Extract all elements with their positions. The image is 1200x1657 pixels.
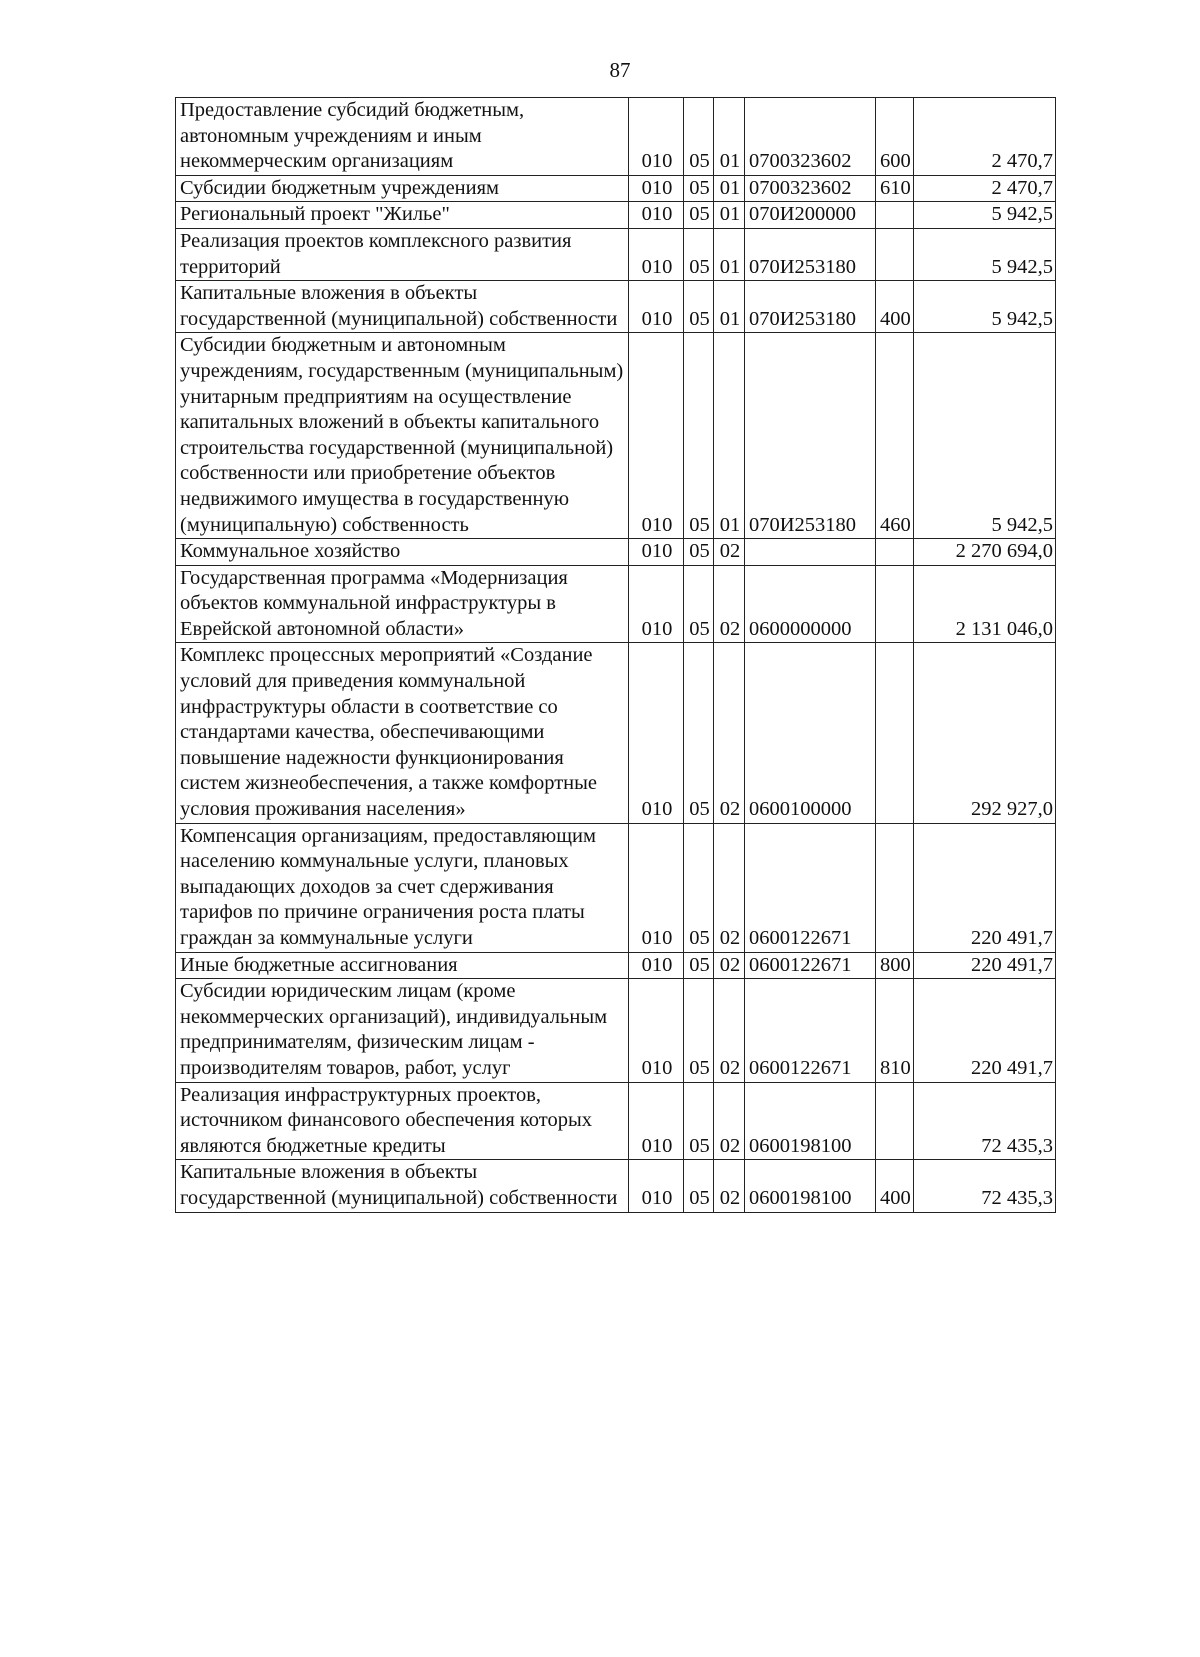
item-name-cell: Предоставление субсидий бюджетным, автономным учреждениям и иным некоммерческим организациям [176, 98, 629, 176]
section-code-cell: 05 [684, 643, 714, 823]
subsection-code-cell: 02 [714, 539, 745, 566]
grbs-code-cell: 010 [629, 643, 684, 823]
budget-table [175, 97, 1056, 1213]
grbs-code-cell: 010 [629, 1160, 684, 1212]
amount-cell: 220 491,7 [914, 823, 1056, 952]
item-name-cell: Субсидии бюджетным и автономным учреждениям, государственным (муниципальным) унитарным предприятиям на осуществление капитальных вложений в объекты капитального строительства государственной (муниципальной) собственности или приобретение объектов недвижимого имущества в государственную (муниципальную) собственность [176, 333, 629, 539]
item-name-cell: Субсидии бюджетным учреждениям [176, 175, 629, 202]
grbs-code-cell: 010 [629, 565, 684, 643]
table-row [176, 952, 1056, 979]
item-name-cell: Государственная программа «Модернизация объектов коммунальной инфраструктуры в Еврейской автономной области» [176, 565, 629, 643]
section-code-cell: 05 [684, 281, 714, 333]
target-article-code-cell [745, 539, 876, 566]
item-name-cell: Компенсация организациям, предоставляющим населению коммунальные услуги, плановых выпадающих доходов за счет сдерживания тарифов по причине ограничения роста платы граждан за коммунальные услуги [176, 823, 629, 952]
amount-cell: 220 491,7 [914, 979, 1056, 1082]
item-name-cell: Комплекс процессных мероприятий «Создание условий для приведения коммунальной инфраструктуры области в соответствие со стандартами качества, обеспечивающими повышение надежности функционирования систем жизнеобеспечения, а также комфортные условия проживания населения» [176, 643, 629, 823]
table-row [176, 1082, 1056, 1160]
expense-type-code-cell [876, 1082, 914, 1160]
item-name-cell: Капитальные вложения в объекты государственной (муниципальной) собственности [176, 281, 629, 333]
target-article-code-cell: 0600122671 [745, 823, 876, 952]
section-code-cell: 05 [684, 1082, 714, 1160]
grbs-code-cell: 010 [629, 823, 684, 952]
section-code-cell: 05 [684, 202, 714, 229]
section-code-cell: 05 [684, 979, 714, 1082]
subsection-code-cell: 01 [714, 175, 745, 202]
expense-type-code-cell: 400 [876, 1160, 914, 1212]
expense-type-code-cell: 400 [876, 281, 914, 333]
subsection-code-cell: 02 [714, 1082, 745, 1160]
target-article-code-cell: 0700323602 [745, 98, 876, 176]
grbs-code-cell: 010 [629, 333, 684, 539]
target-article-code-cell: 0600000000 [745, 565, 876, 643]
amount-cell: 5 942,5 [914, 202, 1056, 229]
item-name-cell: Иные бюджетные ассигнования [176, 952, 629, 979]
grbs-code-cell: 010 [629, 281, 684, 333]
table-row [176, 539, 1056, 566]
page-number: 87 [609, 58, 631, 82]
amount-cell: 72 435,3 [914, 1082, 1056, 1160]
amount-cell: 5 942,5 [914, 228, 1056, 280]
item-name-cell: Реализация проектов комплексного развития территорий [176, 228, 629, 280]
item-name-cell: Субсидии юридическим лицам (кроме некоммерческих организаций), индивидуальным предпринимателям, физическим лицам - производителям товаров, работ, услуг [176, 979, 629, 1082]
expense-type-code-cell: 800 [876, 952, 914, 979]
subsection-code-cell: 01 [714, 281, 745, 333]
subsection-code-cell: 02 [714, 1160, 745, 1212]
expense-type-code-cell: 810 [876, 979, 914, 1082]
table-row [176, 98, 1056, 176]
subsection-code-cell: 02 [714, 643, 745, 823]
expense-type-code-cell [876, 823, 914, 952]
section-code-cell: 05 [684, 539, 714, 566]
target-article-code-cell: 0600122671 [745, 952, 876, 979]
table-row [176, 565, 1056, 643]
section-code-cell: 05 [684, 228, 714, 280]
target-article-code-cell: 070И253180 [745, 228, 876, 280]
grbs-code-cell: 010 [629, 98, 684, 176]
expense-type-code-cell: 610 [876, 175, 914, 202]
table-row [176, 1160, 1056, 1212]
grbs-code-cell: 010 [629, 1082, 684, 1160]
table-row [176, 281, 1056, 333]
subsection-code-cell: 02 [714, 979, 745, 1082]
target-article-code-cell: 0600122671 [745, 979, 876, 1082]
subsection-code-cell: 02 [714, 823, 745, 952]
item-name-cell: Региональный проект "Жилье" [176, 202, 629, 229]
amount-cell: 72 435,3 [914, 1160, 1056, 1212]
subsection-code-cell: 01 [714, 98, 745, 176]
expense-type-code-cell [876, 643, 914, 823]
subsection-code-cell: 01 [714, 202, 745, 229]
subsection-code-cell: 01 [714, 228, 745, 280]
table-row [176, 643, 1056, 823]
expense-type-code-cell: 460 [876, 333, 914, 539]
expense-type-code-cell [876, 202, 914, 229]
table-row [176, 175, 1056, 202]
section-code-cell: 05 [684, 1160, 714, 1212]
table-row [176, 228, 1056, 280]
grbs-code-cell: 010 [629, 175, 684, 202]
item-name-cell: Коммунальное хозяйство [176, 539, 629, 566]
expense-type-code-cell [876, 228, 914, 280]
table-row [176, 333, 1056, 539]
section-code-cell: 05 [684, 565, 714, 643]
amount-cell: 292 927,0 [914, 643, 1056, 823]
amount-cell: 5 942,5 [914, 333, 1056, 539]
table-row [176, 823, 1056, 952]
target-article-code-cell: 0600100000 [745, 643, 876, 823]
expense-type-code-cell [876, 565, 914, 643]
amount-cell: 220 491,7 [914, 952, 1056, 979]
amount-cell: 2 131 046,0 [914, 565, 1056, 643]
grbs-code-cell: 010 [629, 952, 684, 979]
target-article-code-cell: 070И200000 [745, 202, 876, 229]
section-code-cell: 05 [684, 98, 714, 176]
section-code-cell: 05 [684, 823, 714, 952]
section-code-cell: 05 [684, 333, 714, 539]
amount-cell: 2 270 694,0 [914, 539, 1056, 566]
subsection-code-cell: 01 [714, 333, 745, 539]
target-article-code-cell: 0600198100 [745, 1082, 876, 1160]
grbs-code-cell: 010 [629, 539, 684, 566]
section-code-cell: 05 [684, 952, 714, 979]
expense-type-code-cell: 600 [876, 98, 914, 176]
target-article-code-cell: 070И253180 [745, 333, 876, 539]
subsection-code-cell: 02 [714, 565, 745, 643]
item-name-cell: Капитальные вложения в объекты государственной (муниципальной) собственности [176, 1160, 629, 1212]
amount-cell: 2 470,7 [914, 98, 1056, 176]
table-row [176, 202, 1056, 229]
subsection-code-cell: 02 [714, 952, 745, 979]
table-row [176, 979, 1056, 1082]
target-article-code-cell: 070И253180 [745, 281, 876, 333]
amount-cell: 5 942,5 [914, 281, 1056, 333]
grbs-code-cell: 010 [629, 202, 684, 229]
grbs-code-cell: 010 [629, 979, 684, 1082]
grbs-code-cell: 010 [629, 228, 684, 280]
amount-cell: 2 470,7 [914, 175, 1056, 202]
target-article-code-cell: 0600198100 [745, 1160, 876, 1212]
item-name-cell: Реализация инфраструктурных проектов, источником финансового обеспечения которых являются бюджетные кредиты [176, 1082, 629, 1160]
section-code-cell: 05 [684, 175, 714, 202]
expense-type-code-cell [876, 539, 914, 566]
target-article-code-cell: 0700323602 [745, 175, 876, 202]
